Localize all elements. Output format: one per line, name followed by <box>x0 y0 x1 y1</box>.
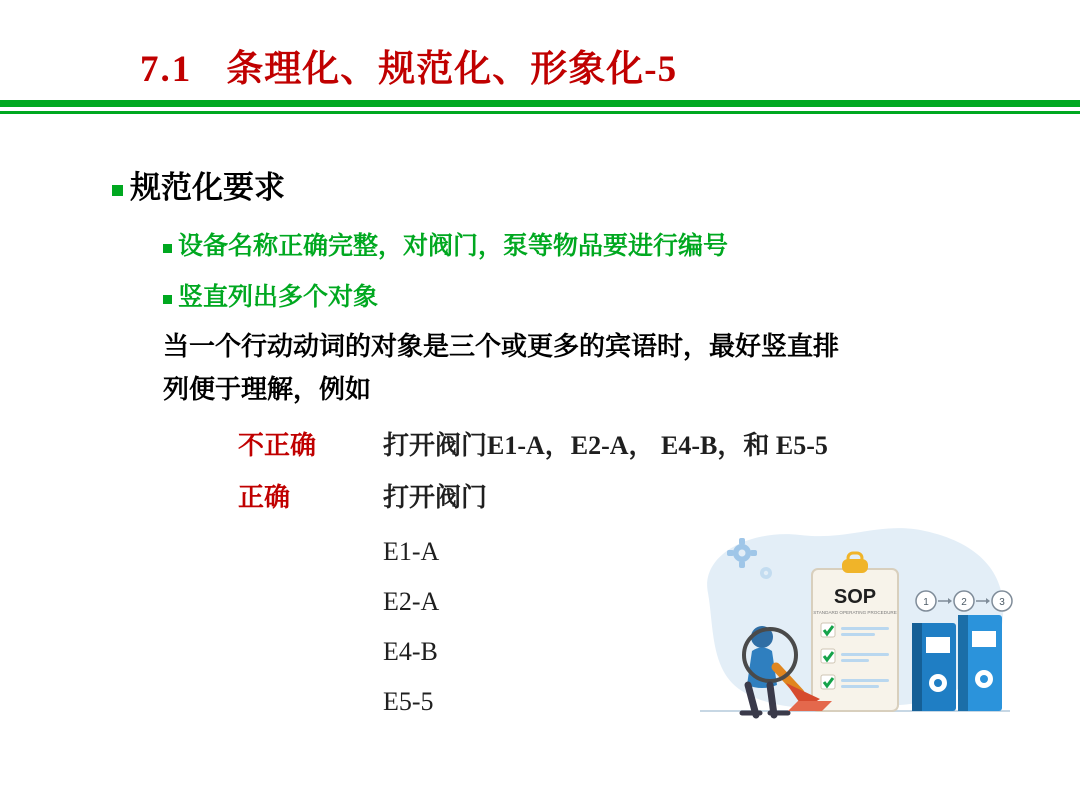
list-item: E5-5 <box>383 687 434 716</box>
level2-bullet-label-2: 竖直列出多个对象 <box>178 284 379 311</box>
sop-illustration <box>690 515 1020 740</box>
step-label-2: 2 <box>961 597 967 608</box>
page-title <box>140 38 677 92</box>
gear-icon <box>760 567 772 579</box>
level2-bullet-item-1 <box>163 226 728 262</box>
list-item: E4-B <box>383 637 438 666</box>
square-bullet-icon <box>163 295 172 304</box>
title-divider-thick <box>0 100 1080 107</box>
body-paragraph: 当一个行动动词的对象是三个或更多的宾语时，最好竖直排列便于理解，例如 <box>163 332 840 404</box>
correct-example-text: 打开阀门 <box>383 483 488 512</box>
square-bullet-icon <box>163 244 172 253</box>
correct-label: 正确 <box>238 483 291 512</box>
page-title-text: 条理化、规范化、形象化-5 <box>226 49 678 90</box>
square-bullet-icon <box>112 185 123 196</box>
step-label-3: 3 <box>999 597 1005 608</box>
incorrect-label: 不正确 <box>238 431 317 460</box>
level2-bullet-item-2 <box>163 277 378 313</box>
correct-example-list <box>383 527 439 727</box>
title-divider-thin <box>0 111 1080 114</box>
clipboard <box>812 553 898 711</box>
step-label-1: 1 <box>923 597 929 608</box>
clipboard-subtitle: STANDARD OPERATING PROCEDURE <box>813 610 897 615</box>
level2-bullet-label-1: 设备名称正确完整，对阀门，泵等物品要进行编号 <box>178 233 729 260</box>
level1-bullet-item <box>112 162 285 207</box>
process-steps <box>916 591 1012 611</box>
incorrect-example-text: 打开阀门E1-A，E2-A， E4-B，和 E5-5 <box>383 431 828 460</box>
clipboard-title: SOP <box>833 586 877 608</box>
level1-bullet-label: 规范化要求 <box>130 170 285 205</box>
list-item: E1-A <box>383 537 440 566</box>
list-item: E2-A <box>383 587 440 616</box>
page-title-number: 7.1 <box>140 49 193 90</box>
